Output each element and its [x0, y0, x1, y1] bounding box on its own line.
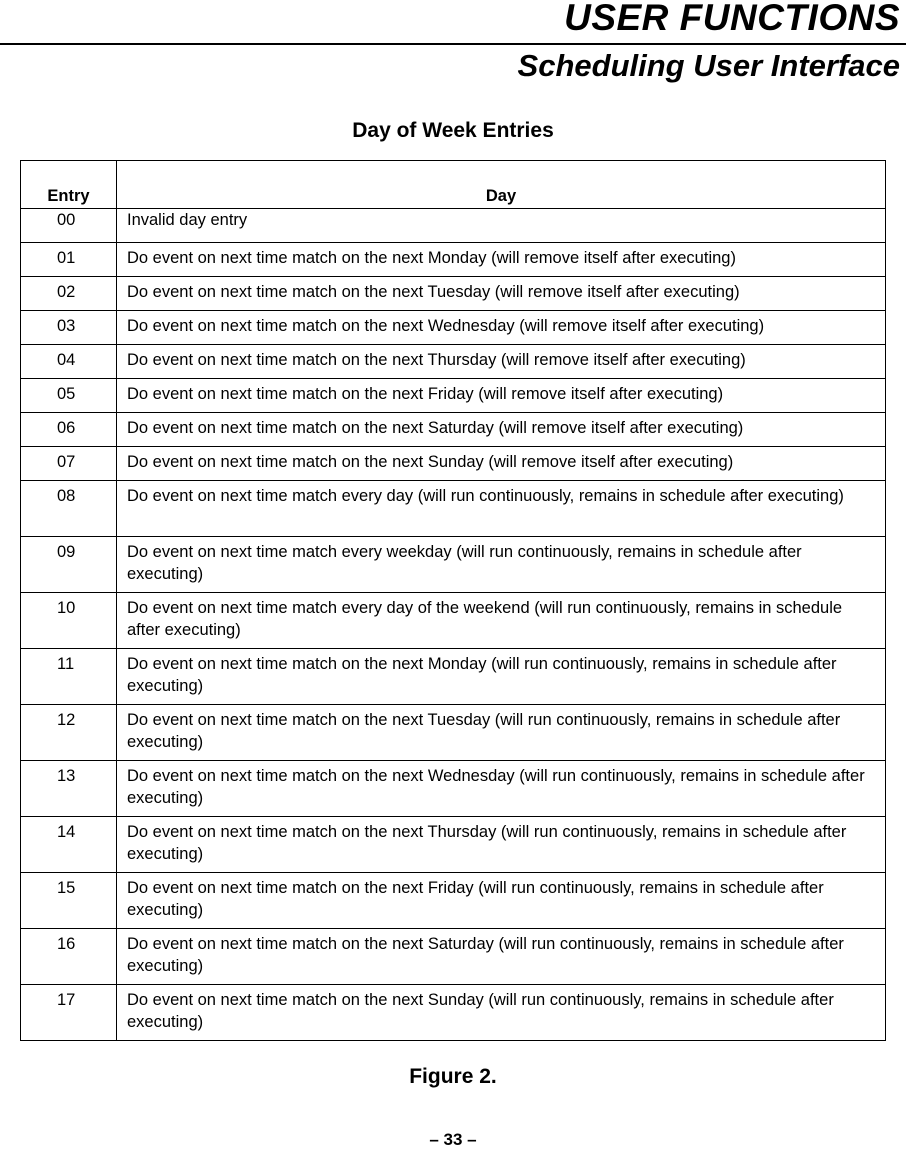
- day-cell: Invalid day entry: [117, 209, 886, 243]
- table-row: [21, 705, 886, 761]
- entry-cell: 16: [21, 929, 117, 985]
- table-row: [21, 873, 886, 929]
- table-row: [21, 481, 886, 537]
- table-row: [21, 447, 886, 481]
- day-cell: Do event on next time match on the next Friday (will remove itself after executing): [117, 379, 886, 413]
- entry-cell: 06: [21, 413, 117, 447]
- day-cell: Do event on next time match every weekday (will run continuously, remains in schedule after executing): [117, 537, 886, 593]
- day-cell: Do event on next time match every day of the weekend (will run continuously, remains in schedule after executing): [117, 593, 886, 649]
- table-row: [21, 929, 886, 985]
- day-cell: Do event on next time match on the next Thursday (will run continuously, remains in schedule after executing): [117, 817, 886, 873]
- entry-cell: 00: [21, 209, 117, 243]
- entry-cell: 01: [21, 243, 117, 277]
- day-cell: Do event on next time match on the next Friday (will run continuously, remains in schedule after executing): [117, 873, 886, 929]
- entry-cell: 09: [21, 537, 117, 593]
- day-cell: Do event on next time match on the next Saturday (will run continuously, remains in schedule after executing): [117, 929, 886, 985]
- table-row: [21, 243, 886, 277]
- table-row: [21, 649, 886, 705]
- day-cell: Do event on next time match on the next Monday (will remove itself after executing): [117, 243, 886, 277]
- entry-cell: 04: [21, 345, 117, 379]
- figure-caption: Figure 2.: [409, 1065, 497, 1088]
- table-row: [21, 345, 886, 379]
- entry-cell: 15: [21, 873, 117, 929]
- entry-cell: 02: [21, 277, 117, 311]
- day-of-week-table: [20, 160, 886, 1041]
- page-number: – 33 –: [429, 1130, 477, 1149]
- day-cell: Do event on next time match on the next Tuesday (will run continuously, remains in schedule after executing): [117, 705, 886, 761]
- day-cell: Do event on next time match on the next Sunday (will remove itself after executing): [117, 447, 886, 481]
- entry-cell: 17: [21, 985, 117, 1041]
- entry-cell: 11: [21, 649, 117, 705]
- entry-cell: 08: [21, 481, 117, 537]
- table-row: [21, 277, 886, 311]
- day-cell: Do event on next time match on the next Tuesday (will remove itself after executing): [117, 277, 886, 311]
- entry-cell: 14: [21, 817, 117, 873]
- day-cell: Do event on next time match on the next Wednesday (will run continuously, remains in schedule after executing): [117, 761, 886, 817]
- column-header-day: Day: [117, 161, 886, 209]
- table-row: [21, 537, 886, 593]
- entry-cell: 13: [21, 761, 117, 817]
- entry-cell: 05: [21, 379, 117, 413]
- table-row: [21, 593, 886, 649]
- entry-cell: 12: [21, 705, 117, 761]
- day-cell: Do event on next time match every day (will run continuously, remains in schedule after executing): [117, 481, 886, 537]
- day-cell: Do event on next time match on the next Thursday (will remove itself after executing): [117, 345, 886, 379]
- entry-cell: 10: [21, 593, 117, 649]
- section-title: USER FUNCTIONS: [564, 0, 900, 38]
- entry-cell: 03: [21, 311, 117, 345]
- table-row: [21, 413, 886, 447]
- section-subtitle: Scheduling User Interface: [517, 48, 900, 83]
- table-row: [21, 311, 886, 345]
- table-header-row: [21, 161, 886, 209]
- day-cell: Do event on next time match on the next Monday (will run continuously, remains in schedule after executing): [117, 649, 886, 705]
- table-row: [21, 985, 886, 1041]
- entry-cell: 07: [21, 447, 117, 481]
- header-rule: [0, 43, 906, 45]
- table-row: [21, 209, 886, 243]
- day-cell: Do event on next time match on the next Wednesday (will remove itself after executing): [117, 311, 886, 345]
- table-row: [21, 761, 886, 817]
- table-title: Day of Week Entries: [352, 119, 554, 142]
- day-cell: Do event on next time match on the next Sunday (will run continuously, remains in schedule after executing): [117, 985, 886, 1041]
- column-header-entry: Entry: [21, 161, 117, 209]
- table-row: [21, 817, 886, 873]
- table-row: [21, 379, 886, 413]
- day-cell: Do event on next time match on the next Saturday (will remove itself after executing): [117, 413, 886, 447]
